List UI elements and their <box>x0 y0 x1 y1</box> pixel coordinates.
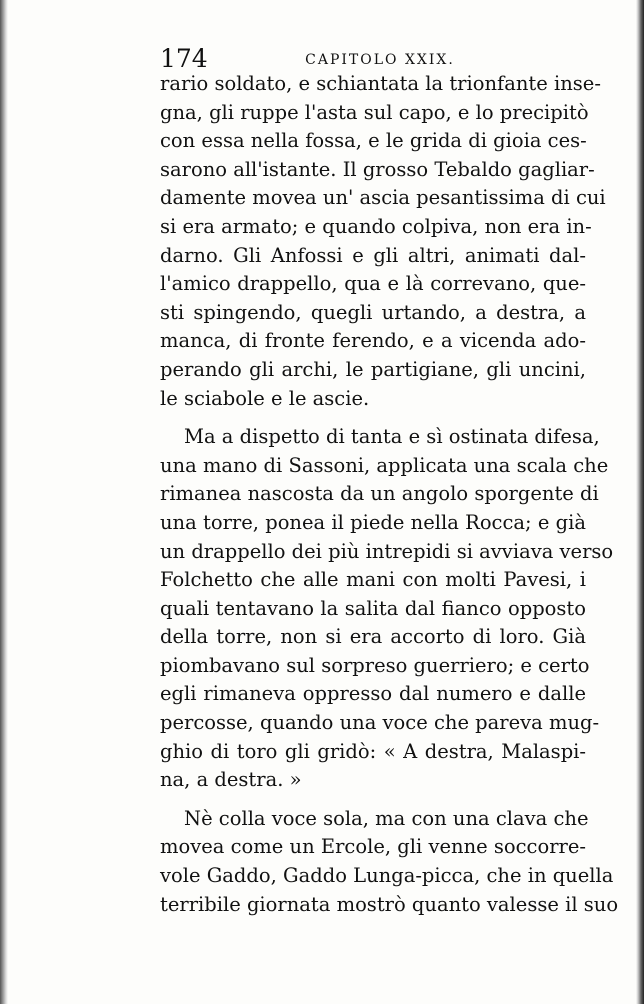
text-line: piombavano sul sorpreso guerriero; e certo <box>160 653 590 677</box>
text-line: si era armato; e quando colpiva, non era in- <box>160 214 592 238</box>
text-line: movea come un Ercole, gli venne soccorre- <box>160 835 586 859</box>
text-line: una mano di Sassoni, applicata una scala che <box>160 453 609 477</box>
text-line: della torre, non si era accorto di loro. Già <box>160 625 586 649</box>
text-line: una torre, ponea il piede nella Rocca; e già <box>160 510 586 534</box>
text-line: un drappello dei più intrepidi si avviava verso <box>160 539 614 563</box>
text-line: darno. Gli Anfossi e gli altri, animati dal- <box>160 243 586 267</box>
text-line: l'amico drappello, qua e là correvano, que- <box>160 272 586 296</box>
text-line: con essa nella fossa, e le grida di gioia ces- <box>160 129 587 153</box>
running-head: CAPITOLO XXIX. <box>305 52 455 68</box>
page-outer-edge <box>636 0 644 1004</box>
text-line: le sciabole e le ascie. <box>160 386 370 410</box>
text-line: Nè colla voce sola, ma con una clava che <box>184 806 589 830</box>
paragraph-break <box>160 795 586 805</box>
text-line: perando gli archi, le partigiane, gli uncini, <box>160 357 586 381</box>
text-line: Ma a dispetto di tanta e sì ostinata difesa, <box>184 425 600 449</box>
text-line: rimanea nascosta da un angolo sporgente di <box>160 482 599 506</box>
text-line: rario soldato, e schiantata la trionfante inse- <box>160 72 601 95</box>
paragraph-break <box>160 413 586 423</box>
text-line: manca, di fronte ferendo, e a vicenda ado- <box>160 329 586 353</box>
text-line: quali tentavano la salita dal fianco opposto <box>160 596 586 620</box>
text-line: sarono all'istante. Il grosso Tebaldo gagliar- <box>160 157 595 181</box>
text-line: percosse, quando una voce che pareva mug- <box>160 711 600 735</box>
text-line: Folchetto che alle mani con molti Pavesi, i <box>160 568 586 592</box>
text-line: gna, gli ruppe l'asta sul capo, e lo precipitò <box>160 100 589 124</box>
text-line: egli rimaneva oppresso dal numero e dalle <box>160 682 586 706</box>
text-line: ghio di toro gli gridò: « A destra, Malaspi- <box>160 739 586 763</box>
text-line: na, a destra. » <box>160 768 302 792</box>
body-text <box>160 70 619 919</box>
page-number: 174 <box>160 44 208 73</box>
text-line: vole Gaddo, Gaddo Lunga-picca, che in quella <box>160 864 614 888</box>
page-binding-edge <box>0 0 8 1004</box>
text-line: terribile giornata mostrò quanto valesse il suo <box>160 892 619 916</box>
text-line: sti spingendo, quegli urtando, a destra, a <box>160 300 586 324</box>
text-line: damente movea un' ascia pesantissima di cui <box>160 186 606 210</box>
